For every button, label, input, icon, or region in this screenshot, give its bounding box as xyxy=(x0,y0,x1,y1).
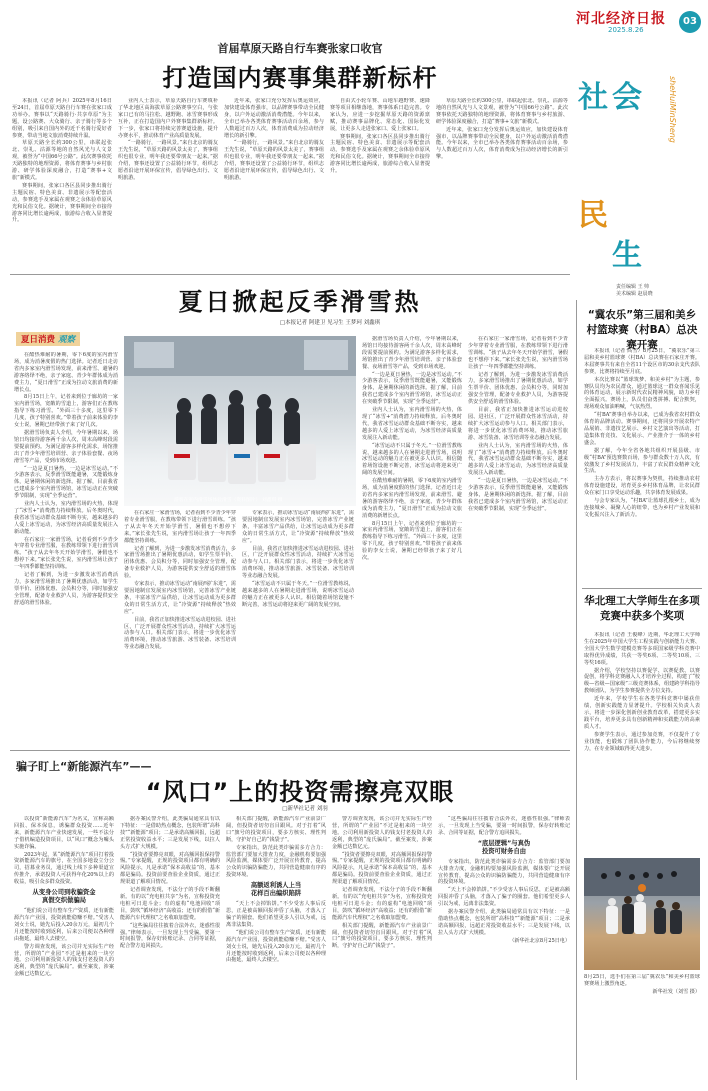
article-2-paragraph: “一边是夏日暑热，一边是冰雪运动。”不少游客表示，反季滑雪既能避暑，又能锻炼身体，是暑期休闲的新选择。据了解，目前我省已建成多个室内滑雪场馆，冰雪运动正在突破季节限制，实现“全季运营”。 xyxy=(468,478,568,512)
article-5-paragraph: “他们说公司有整车生产资质，还有新能源汽车产业园，投资就能稳赚不赔。”受害人刘女士说，她先后投入20余万元，最初几个月还能按时收到返利，后来公司便以各种理由拖延，最终人去楼空。 xyxy=(14,908,114,942)
article-2-paragraph: 业内人士认为，室内滑雪场的火热，体现了“冰雪+”消费潜力持续释放。后冬奥时代，我省冰雪运动群众基础不断夯实，越来越多的人爱上冰雪运动，为冰雪经济高质量发展注入新动能。 xyxy=(362,407,462,441)
article-2-col-5 xyxy=(468,336,568,744)
article-1-paragraph: 草原天路全长约300公里，串联起张北、崇礼、沽源等地的自然风光与人文景观，被誉为“中国66号公路”。此次赛事依托天路独特的地理资源，将体育赛事与乡村旅游、研学体验深度融合，打造“赛事+文旅”新模式。 xyxy=(436,98,568,125)
ski-scene xyxy=(124,336,356,506)
paper-name: 河北经济日报 xyxy=(576,11,666,27)
basketball-photo xyxy=(584,858,700,970)
article-2-paragraph: 在石家庄一家滑雪场，记者看到不少青少年穿着专业滑雪服，在教练带领下进行滑雪训练。“孩子从去年冬天开始学滑雪，暑假也不想停下来。”家长张先生说，室内滑雪场让孩子一年四季都能坚持训练。 xyxy=(14,536,118,571)
article-2-paragraph: “一边是夏日暑热，一边是冰雪运动。”不少游客表示，反季滑雪既能避暑，又能锻炼身体，是暑期休闲的新选择。据了解，目前我省已建成多个室内滑雪场馆，冰雪运动正在突破季节限制，实现“全季运营”。 xyxy=(362,371,462,406)
ski-photo xyxy=(124,336,356,506)
article-5-paragraph: 相关部门提醒，新能源汽车产业前景广阔，但投资者切勿盲目跟风。对于打着“风口”旗号的投资项目，要多方核实、理性判断，守护好自己的“钱袋子”。 xyxy=(226,816,326,843)
article-5-paragraph: 专家指出，防范此类诈骗需多方合力：监管部门要加大排查力度，金融机构要加强风险监测，媒体要广泛开展宣传教育，提高公众的识骗防骗能力，共同营造健康有序的投资环境。 xyxy=(438,858,570,886)
article-5-subhead xyxy=(438,840,570,856)
article-5-paragraph: “这些骗局往往披着合法外衣，迷惑性很强。”律师表示，一旦发现上当受骗，要第一时间报警，保存好转账记录、合同等证据，配合警方追回损失。 xyxy=(438,816,570,836)
subhead-line: 从变身公司到收骗资金 xyxy=(32,889,96,897)
section-header xyxy=(576,52,704,302)
article-1-paragraph: 本报讯（记者 阿兵）2025年8月16日至24日，首届草原天路自行车赛在张家口成功举办。赛事以“天路骑行·共享草原”为主题，设公路赛、大众骑行、亲子骑行等多个组别，吸引来自国内外的近千名骑行爱好者参赛，带动当地文旅消费持续升温。 xyxy=(12,98,112,139)
article-2-paragraph: 目前，我省正加快推进冰雪运动进校园、进社区，广泛开展群众性冰雪活动，持续扩大冰雪运动参与人口。相关部门表示，将进一步优化冰雪消费环境，推动冰雪旅游、冰雪装备、冰雪培训等业态融合发展。 xyxy=(468,407,568,441)
article-2-paragraph: 在酷热难耐的暑期，零下6度的室内滑雪场，成为消暑度假的热门选择。记者近日走访省内多家室内滑雪场发现，前来滑雪、避暑的游客络绎不绝，亲子家庭、青少年群体成为消费主力，“夏日滑雪”正成为拉动文旅消费的新增长点。 xyxy=(362,478,462,519)
article-2-col-2 xyxy=(124,510,236,744)
article-2-paragraph: 在石家庄一家滑雪场，记者看到不少青少年穿着专业滑雪服，在教练带领下进行滑雪训练。“孩子从去年冬天开始学滑雪，暑假也不想停下来。”家长张先生说，室内滑雪场让孩子一年四季都能坚持训练。 xyxy=(124,510,236,544)
article-1-col-3 xyxy=(224,98,324,270)
article-4-paragraph: 本报讯（记者 王俊峰）近期，华北理工大学师生在2025年中国大学生工程实践与创新能力大赛、全国大学生数学建模竞赛等多项国家级学科竞赛中取得优异成绩，共获一等奖6项、二等奖10项、三等奖16项。 xyxy=(584,632,700,666)
article-5-paragraph: 据办案民警介绍，此类骗局通常具有以下特征：一是借助热点概念，包装所谓“高科技”“新能源”项目；二是承诺高额回报，远超正常投资收益水平；三是发展下线，以拉人头方式扩大规模。 xyxy=(120,816,220,850)
basketball-scene xyxy=(584,858,700,970)
section-pinyin: sheHuiMinSheng xyxy=(668,76,677,143)
section-title-3: 民 xyxy=(578,198,608,233)
article-5-byline: □新华社记者 刘羽 xyxy=(282,806,328,812)
article-3-paragraph: 主办方表示，将以赛事为契机，持续推动农村体育设施建设，培育更多乡村体育品牌，让农民群众在家门口享受运动乐趣，共享体育发展成果。 xyxy=(584,476,700,497)
tag-label-2: 观察 xyxy=(58,335,76,345)
subhead-line: 高额返利诱人上当 xyxy=(250,882,302,890)
subhead-line: “底层逻辑”与真伪 xyxy=(477,839,531,847)
tag-label-1: 夏日消费 xyxy=(21,335,56,345)
article-1-col-5 xyxy=(436,98,568,270)
article-5-dateline: （新华社北京8月25日电） xyxy=(509,937,570,944)
article-3-body xyxy=(584,348,700,584)
divider xyxy=(10,274,570,275)
section-title-4: 生 xyxy=(612,238,642,273)
article-1-col-2 xyxy=(118,98,218,270)
article-4-paragraph: 参赛学生表示，通过参加竞赛，不仅提升了专业技能，也锻炼了团队协作能力，今后将继续努力，在专业领域取得更大进步。 xyxy=(584,731,700,752)
editor-line-2: 美术编辑 赵晨晓 xyxy=(616,291,653,297)
ski-photo-caption: 游客在室内滑雪场体验滑雪（资料图片） 刘鑫琪 摄 xyxy=(174,498,283,503)
article-1-title: 打造国内赛事集群新标杆 xyxy=(162,64,438,92)
article-5-paragraph: “这些骗局往往披着合法外衣，迷惑性很强。”律师表示，一旦发现上当受骗，要第一时间报警，保存好转账记录、合同等证据，配合警方追回损失。 xyxy=(120,922,220,950)
article-2-paragraph: 在酷热难耐的暑期，零下6度的室内滑雪场，成为消暑度假的热门选择。记者近日走访省内多家室内滑雪场发现，前来滑雪、避暑的游客络绎不绝，亲子家庭、青少年群体成为消费主力，“夏日滑雪”正成为拉动文旅消费的新增长点。 xyxy=(14,352,118,393)
article-2-paragraph: 专家表示，推动冰雪运动“南展西扩东进”，需要因地制宜发展室内冰雪场馆，完善冰雪产业链条，丰富冰雪产品供给，让冰雪运动成为更多群众的日常生活方式，让“冷资源”持续释放“热效应”。 xyxy=(242,510,354,544)
article-5-paragraph: “他们说公司有整车生产资质，还有新能源汽车产业园，投资就能稳赚不赔。”受害人刘女士说，她先后投入20余万元，最初几个月还能按时收到返利，后来公司便以各种理由拖延，最终人去楼空。 xyxy=(226,929,326,964)
article-5-paragraph: “天上不会掉馅饼。”不少受害人事后反思，正是被高额回报冲昏了头脑，才落入了骗子的圈套。他们希望更多人引以为戒，远离非法集资。 xyxy=(438,887,570,908)
article-2-paragraph: 8月15日上午，记者来到位于廊坊的一家室内滑雪场，宽敞的雪道上，游客们正在教练指导下练习滑雪。“外面三十多度，这里零下几度，孩子特别喜欢。”带着孩子前来体验的李女士说，暑期已经带孩子来了好几次。 xyxy=(362,520,462,562)
article-2-paragraph: 专家表示，推动冰雪运动“南展西扩东进”，需要因地制宜发展室内冰雪场馆，完善冰雪产业链条，丰富冰雪产品供给，让冰雪运动成为更多群众的日常生活方式，让“冷资源”持续释放“热效应”。 xyxy=(124,581,236,615)
article-3-paragraph: 据了解，今年全省各地共组织开展县级、市级“村BA”预选赛数百场，参与群众数十万人次，有效激发了乡村发展活力，丰富了农民群众精神文化生活。 xyxy=(584,447,700,475)
column-divider xyxy=(576,300,577,1080)
article-5-paragraph: “投资者要擦亮双眼，对高额回报保持警惕。”专家提醒，正规的投资项目都有明确的风险提示，凡是承诺“保本高收益”的，基本都是骗局。投资前要查验企业资质，通过正规渠道了解项目情况。 xyxy=(120,851,220,886)
article-2-paragraph: 业内人士认为，室内滑雪场的火热，体现了“冰雪+”消费潜力持续释放。后冬奥时代，我省冰雪运动群众基础不断夯实，越来越多的人爱上冰雪运动，为冰雪经济高质量发展注入新动能。 xyxy=(14,501,118,535)
article-5-paragraph: 警方调查发现，该公司并无实际生产经营，所谓的“产业园”不过是租来的一块空地。公司利用新投资人的钱支付老投资人的返利，典型的“庞氏骗局”。截至案发，涉案金额已达数亿元。 xyxy=(332,816,432,850)
article-4-paragraph: 近年来，学校学生在各类学科竞赛中屡获佳绩，创新实践能力显著提升。学校相关负责人表示，将进一步深化创新创业教育改革，搭建更多实践平台，培养更多具有创新精神和实践能力的高素质人才。 xyxy=(584,696,700,730)
article-5-paragraph: 记者调查发现，不法分子的手段不断翻新。有的以“充电桩共享”为名，宣称投资充电桩可日进斗金；有的虚构“电池回收”项目，鼓吹“循环经济”高收益；还有的假借“新能源汽车代理权”之名收取加盟费。 xyxy=(120,887,220,921)
article-1-paragraph: “一路骑行，一路风景。”来自北京的骑友王先生说，“草原天路的风景太美了，赛事组织也很专业，明年我还要带朋友一起来。”据介绍，赛事还设置了公益骑行环节，组织志愿者沿途开展环保宣传，倡导绿色出行、文明旅游。 xyxy=(118,140,218,181)
basketball-caption-credit: 新华社发（刘雪 摄） xyxy=(652,988,700,995)
article-3-paragraph: 本次比赛以“篮球筑梦、和美乡村”为主题，参赛队员均为农民群众，通过篮球这一群众喜闻乐见的体育运动，展示新时代农民精神风貌，助力乡村全面振兴。赛场上，队员们奋勇拼搏、配合默契，现场观众加油呐喊，气氛热烈。 xyxy=(584,376,700,411)
article-5-paragraph: 警方调查发现，该公司并无实际生产经营，所谓的“产业园”不过是租来的一块空地。公司利用新投资人的钱支付老投资人的返利，典型的“庞氏骗局”。截至案发，涉案金额已达数亿元。 xyxy=(14,943,114,978)
subhead-line: 投资可财务自由 xyxy=(481,847,527,855)
subhead-line: 真假交织做骗局 xyxy=(41,897,87,905)
article-2-paragraph: “冰雪运动不只属于冬天。”一位滑雪教练说，越来越多的人在暑期走进滑雪场，说明冰雪运动的魅力正在被更多人认识。相信随着场馆设施不断完善，冰雪运动将迎来更广阔的发展空间。 xyxy=(242,581,354,608)
article-2-paragraph: 在石家庄一家滑雪场，记者看到不少青少年穿着专业滑雪服，在教练带领下进行滑雪训练。“孩子从去年冬天开始学滑雪，暑假也不想停下来。”家长张先生说，室内滑雪场让孩子一年四季都能坚持训练。 xyxy=(468,336,568,370)
article-3-paragraph: “村BA”赛事自举办以来，已成为我省农村群众体育的品牌活动。赛事期间，还将同步开展农特产品展销、非遗技艺展示、乡村文艺演出等活动，打造集体育竞技、文化展示、产业推介于一体的乡村盛会。 xyxy=(584,412,700,446)
article-5-subhead xyxy=(226,882,326,898)
article-1-paragraph: 近年来，张家口充分发挥后奥运效应，加快建设体育强市，以品牌赛事带动全民健身，以户外运动激活消费潜能。今年以来，全市已举办各类体育赛事活动百余场，参与人数超过百万人次，体育消费成为拉动经济增长的新引擎。 xyxy=(224,98,324,139)
article-1-paragraph: 草原天路全长约300公里，串联起张北、崇礼、沽源等地的自然风光与人文景观，被誉为“中国66号公路”。此次赛事依托天路独特的地理资源，将体育赛事与乡村旅游、研学体验深度融合，打造“赛事+文旅”新模式。 xyxy=(12,140,112,181)
article-3-paragraph: 本报讯（记者 高雪）8月25日，“冀农乐”第三届和美乡村篮球赛（村BA）总决赛在石家庄开赛。本届赛事共有来自全省11个设区市的30余支代表队参赛，比赛将持续至月底。 xyxy=(584,348,700,375)
article-2-paragraph: 记者了解到，为进一步激发冰雪消费活力，多家滑雪场推出了暑期优惠活动，如学生票半价、团体优惠、会员积分等，同时加强安全管理，配备专业救护人员，为游客提供安全舒适的滑雪体验。 xyxy=(468,371,568,406)
article-2-byline: □本报记者 阿建卫 见习生 王梦珂 刘鑫琪 xyxy=(279,320,381,326)
article-2-paragraph: “一边是夏日暑热，一边是冰雪运动。”不少游客表示，反季滑雪既能避暑，又能锻炼身体，是暑期休闲的新选择。据了解，目前我省已建成多个室内滑雪场馆，冰雪运动正在突破季节限制，实现“全季运营”。 xyxy=(14,465,118,500)
article-5-paragraph: “天上不会掉馅饼。”不少受害人事后反思，正是被高额回报冲昏了头脑，才落入了骗子的圈套。他们希望更多人引以为戒，远离非法集资。 xyxy=(226,901,326,928)
article-5-col-5 xyxy=(438,816,570,1084)
masthead xyxy=(576,8,702,44)
article-4-paragraph: 据介绍，学校坚持以赛促学、以赛促教、以赛促创，将学科竞赛融入人才培养全过程，构建了“校级—省级—国家级”三级竞赛体系，组建跨学科指导教师团队，为学生参赛提供全方位支持。 xyxy=(584,667,700,695)
subhead-line: 花样百出编织陷阱 xyxy=(250,890,302,898)
article-2-paragraph: 业内人士认为，室内滑雪场的火热，体现了“冰雪+”消费潜力持续释放。后冬奥时代，我省冰雪运动群众基础不断夯实，越来越多的人爱上冰雪运动，为冰雪经济高质量发展注入新动能。 xyxy=(468,442,568,477)
page-number: 03 xyxy=(679,11,701,33)
article-1-col-4 xyxy=(330,98,430,270)
editor-credit xyxy=(616,284,653,298)
article-2-col-4 xyxy=(362,336,462,744)
article-1-paragraph: 业内人士表示，草原天路自行车赛填补了华北地区高海拔草原公路赛事空白，与张家口已有的马拉松、越野跑、冰雪赛事形成互补，正在打造国内户外赛事集群新标杆。下一步，张家口将持续完善赛道设施，提升办赛水平，推动体育产业高质量发展。 xyxy=(118,98,218,139)
article-5-paragraph: 2023年起，某“新能源汽车”项目打着投资新能源汽车的旗号，在全国多地设立分公司，招募业务员，通过线上线下多种渠道宣传推介，承诺投资人可获得年化20%以上的收益，吸引众多群众投资。 xyxy=(14,851,114,886)
article-2-paragraph: 目前，我省正加快推进冰雪运动进校园、进社区，广泛开展群众性冰雪活动，持续扩大冰雪运动参与人口。相关部门表示，将进一步优化冰雪消费环境，推动冰雪旅游、冰雪装备、冰雪培训等业态融合发展。 xyxy=(242,545,354,580)
article-1-paragraph: 自由式小轮车赛、山地车越野赛、速降赛等项目相继落地，赛事体系日趋完善。专家认为，应进一步挖掘草原天路的资源禀赋，推动赛事品牌化、常态化、国际化发展，让更多人走进张家口、爱上张家口。 xyxy=(330,98,430,132)
article-2-col-1 xyxy=(14,352,118,744)
article-2-paragraph: 据滑雪场负责人介绍，今年暑期以来，场馆日均接待游客两千余人次，周末高峰时段需要提前预约。为满足游客多样化需求，场馆推出了青少年滑雪培训营、亲子体验套餐、夜场滑雪等产品，受到市场欢迎。 xyxy=(362,336,462,370)
issue-date: 2025.8.26 xyxy=(608,26,644,34)
article-2-paragraph: 记者了解到，为进一步激发冰雪消费活力，多家滑雪场推出了暑期优惠活动，如学生票半价、团体优惠、会员积分等，同时加强安全管理，配备专业救护人员，为游客提供安全舒适的滑雪体验。 xyxy=(124,545,236,580)
divider xyxy=(10,750,570,751)
article-5-col-1 xyxy=(14,816,114,1084)
article-3-paragraph: 与会专家认为，“村BA”让篮球扎根乡土，成为连接城乡、凝聚人心的纽带，也为乡村产业发展和文化振兴注入了新活力。 xyxy=(584,498,700,518)
article-3-title: “冀农乐”第三届和美乡村篮球赛（村BA）总决赛开赛 xyxy=(586,309,698,351)
article-5-subhead xyxy=(14,889,114,905)
consumer-tag xyxy=(16,332,80,346)
article-5-paragraph: 相关部门提醒，新能源汽车产业前景广阔，但投资者切勿盲目跟风。对于打着“风口”旗号的投资项目，要多方核实、理性判断，守护好自己的“钱袋子”。 xyxy=(332,922,432,950)
article-2-col-3 xyxy=(242,510,354,744)
article-4-title: 华北理工大学师生在多项竞赛中获多个奖项 xyxy=(584,595,700,622)
divider xyxy=(582,588,702,589)
article-5-paragraph: 记者调查发现，不法分子的手段不断翻新。有的以“充电桩共享”为名，宣称投资充电桩可日进斗金；有的虚构“电池回收”项目，鼓吹“循环经济”高收益；还有的假借“新能源汽车代理权”之名收取加盟费。 xyxy=(332,887,432,921)
basketball-photo-caption xyxy=(584,974,700,1002)
article-2-paragraph: “冰雪运动不只属于冬天。”一位滑雪教练说，越来越多的人在暑期走进滑雪场，说明冰雪运动的魅力正在被更多人认识。相信随着场馆设施不断完善，冰雪运动将迎来更广阔的发展空间。 xyxy=(362,442,462,477)
article-5-col-2 xyxy=(120,816,220,1084)
article-2-paragraph: 目前，我省正加快推进冰雪运动进校园、进社区，广泛开展群众性冰雪活动，持续扩大冰雪运动参与人口。相关部门表示，将进一步优化冰雪消费环境，推动冰雪旅游、冰雪装备、冰雪培训等业态融合发展。 xyxy=(124,616,236,651)
article-1-col-1 xyxy=(12,98,112,270)
article-5-col-3 xyxy=(226,816,326,1084)
editor-line-1: 责任编辑 王 帅 xyxy=(616,284,650,290)
article-5-kicker: 骗子盯上“新能源汽车”—— xyxy=(16,760,152,773)
article-5-paragraph: “投资者要擦亮双眼，对高额回报保持警惕。”专家提醒，正规的投资项目都有明确的风险提示，凡是承诺“保本高收益”的，基本都是骗局。投资前要查验企业资质，通过正规渠道了解项目情况。 xyxy=(332,851,432,886)
article-5-paragraph: 专家指出，防范此类诈骗需多方合力：监管部门要加大排查力度，金融机构要加强风险监测，媒体要广泛开展宣传教育，提高公众的识骗防骗能力，共同营造健康有序的投资环境。 xyxy=(226,844,326,879)
article-5-col-4 xyxy=(332,816,432,1084)
article-5-paragraph: 据办案民警介绍，此类骗局通常具有以下特征：一是借助热点概念，包装所谓“高科技”“新能源”项目；二是承诺高额回报，远超正常投资收益水平；三是发展下线，以拉人头方式扩大规模。 xyxy=(438,909,570,936)
article-2-paragraph: 记者了解到，为进一步激发冰雪消费活力，多家滑雪场推出了暑期优惠活动，如学生票半价、团体优惠、会员积分等，同时加强安全管理，配备专业救护人员，为游客提供安全舒适的滑雪体验。 xyxy=(14,572,118,606)
section-title-1: 社 xyxy=(578,80,608,115)
article-1-kicker: 首届草原天路自行车赛张家口收官 xyxy=(217,42,383,55)
article-1-paragraph: 赛事期间，张家口各区县同步推出骑行主题民宿、特色美食、非遗展示等配套活动，参赛选手及家属在观赛之余体验草原风光和民俗文化。据统计，赛事期间全市接待游客同比增长逾两成，旅游综合收入显著提升。 xyxy=(12,182,112,224)
article-1-paragraph: “一路骑行，一路风景。”来自北京的骑友王先生说，“草原天路的风景太美了，赛事组织也很专业，明年我还要带朋友一起来。”据介绍，赛事还设置了公益骑行环节，组织志愿者沿途开展环保宣传，倡导绿色出行、文明旅游。 xyxy=(224,140,324,181)
basketball-caption-text: 8月25日，选手们在第三届“冀农乐”和美乡村篮球赛赛场上激烈角逐。 xyxy=(584,974,700,987)
article-1-paragraph: 近年来，张家口充分发挥后奥运效应，加快建设体育强市，以品牌赛事带动全民健身，以户外运动激活消费潜能。今年以来，全市已举办各类体育赛事活动百余场，参与人数超过百万人次，体育消费成为拉动经济增长的新引擎。 xyxy=(436,126,568,161)
article-4-body xyxy=(584,632,700,854)
article-5-title: “风口”上的投资需擦亮双眼 xyxy=(145,778,455,806)
article-5-paragraph: 以投资“新能源汽车”为名义，宣称高额回报、保本保息，诱骗群众投资……近年来，新能源汽车产业快速发展，一些不法分子借机编造投资项目，以“风口”概念为噱头实施诈骗。 xyxy=(14,816,114,850)
article-1-paragraph: 赛事期间，张家口各区县同步推出骑行主题民宿、特色美食、非遗展示等配套活动，参赛选手及家属在观赛之余体验草原风光和民俗文化。据统计，赛事期间全市接待游客同比增长逾两成，旅游综合收入显著提升。 xyxy=(330,133,430,175)
article-2-paragraph: 据滑雪场负责人介绍，今年暑期以来，场馆日均接待游客两千余人次，周末高峰时段需要提前预约。为满足游客多样化需求，场馆推出了青少年滑雪培训营、亲子体验套餐、夜场滑雪等产品，受到市场欢迎。 xyxy=(14,429,118,464)
article-2-paragraph: 8月15日上午，记者来到位于廊坊的一家室内滑雪场，宽敞的雪道上，游客们正在教练指导下练习滑雪。“外面三十多度，这里零下几度，孩子特别喜欢。”带着孩子前来体验的李女士说，暑期已经带孩子来了好几次。 xyxy=(14,394,118,429)
section-title-2: 会 xyxy=(612,80,642,115)
article-2-title: 夏日掀起反季滑雪热 xyxy=(178,288,422,316)
